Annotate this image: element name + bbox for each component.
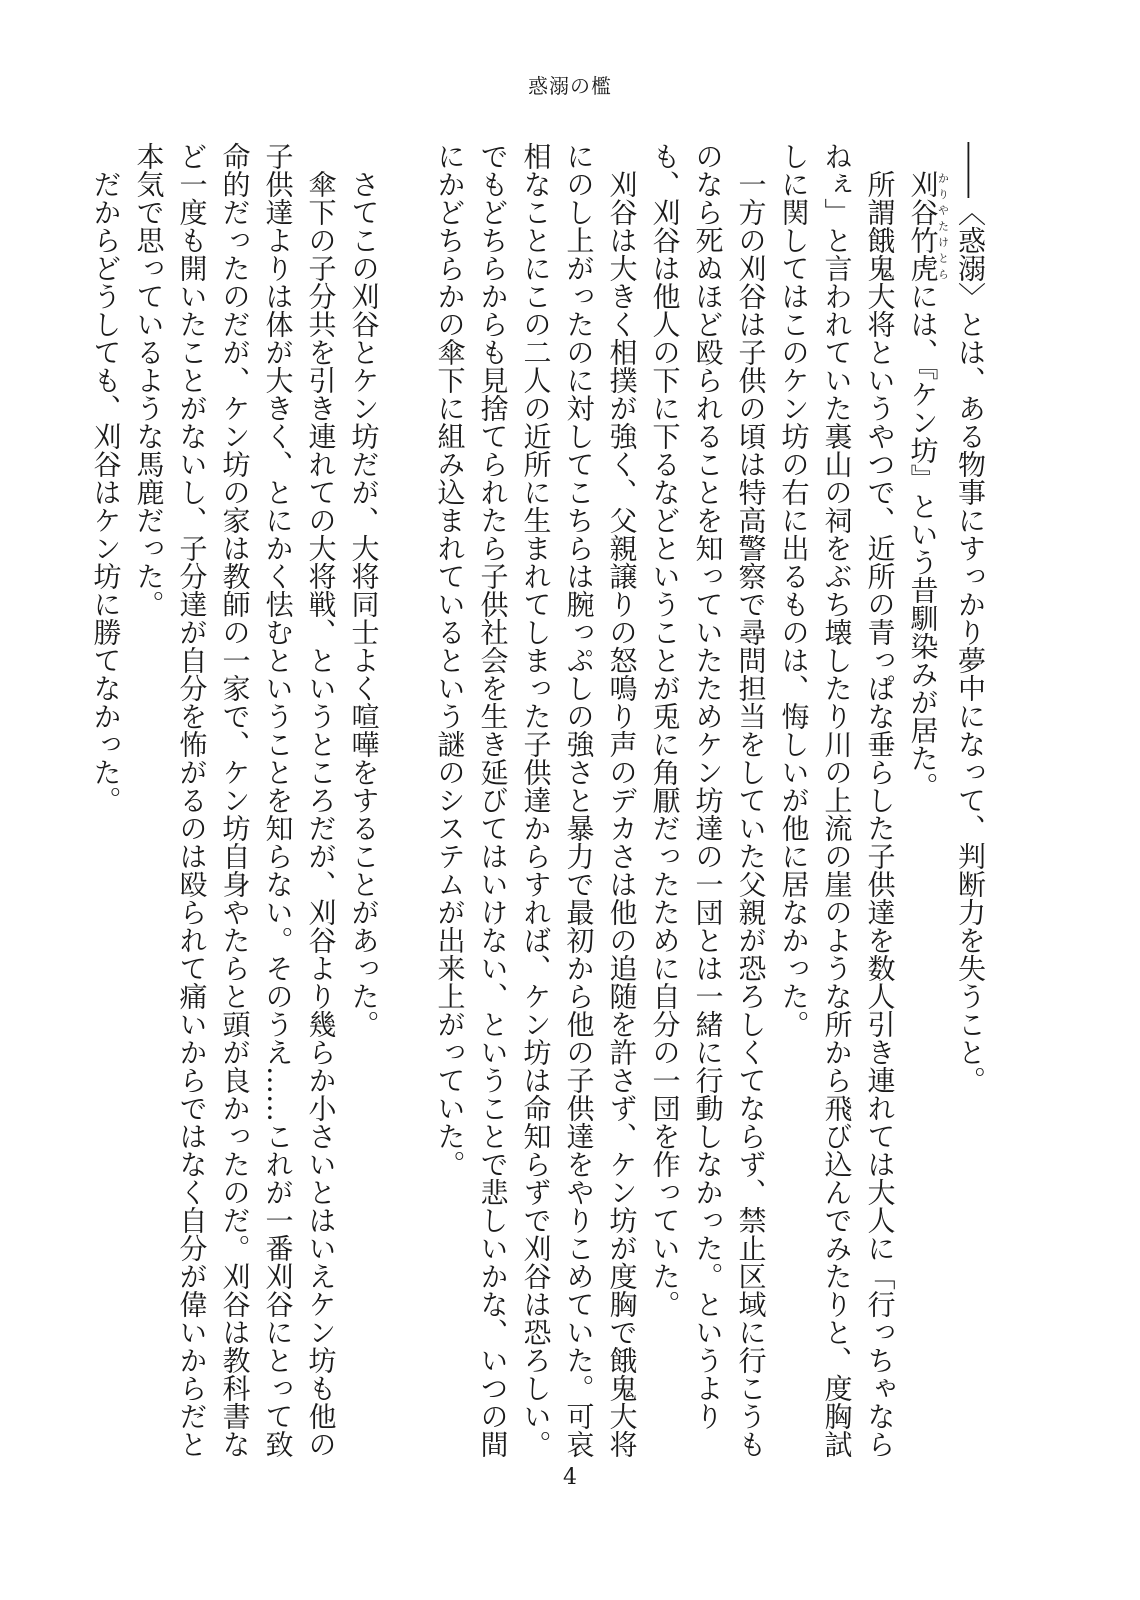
running-header xyxy=(0,70,1140,99)
opening-definition: ――〈惑溺〉とは、ある物事にすっかり夢中になって、判断力を失うこと。 xyxy=(954,142,987,1094)
paragraph-7: だからどうしても、刈谷はケン坊に勝てなかった。 xyxy=(89,170,123,814)
paragraph-1 xyxy=(902,142,950,1462)
paragraph-3: 一方の刈谷は子供の頃は特高警察で尋問担当をしていた父親が恐ろしくてならず、禁止区域に行こうものなら死ぬほど殴られることを知っていたためケン坊達の一団とは一緒に行動しなかった。というよりも、刈谷は他人の下に下るなどということが兎に角厭だったために自分の一団を作っていた。 xyxy=(648,142,768,1458)
book-title: 惑溺の檻 xyxy=(528,74,612,98)
paragraph-break xyxy=(386,142,429,1462)
vertical-text-body xyxy=(89,142,992,1462)
character-name-reading: かりやたけとら xyxy=(936,170,950,282)
character-name: 刈谷竹虎 xyxy=(906,170,940,282)
paragraph-5: さてこの刈谷とケン坊だが、大将同士よく喧嘩をすることがあった。 xyxy=(347,170,381,1038)
page-number: 4 xyxy=(563,1465,577,1490)
character-name-ruby xyxy=(906,170,950,282)
paragraph-2: 所謂餓鬼大将というやつで、近所の青っぱな垂らした子供達を数人引き連れては大人に「行っちゃならねぇ」と言われていた裏山の祠をぶち壊したり川の上流の崖のような所から飛び込んでみたりと、度胸試しに関してはこのケン坊の右に出るものは、悔しいが他に居なかった。 xyxy=(777,142,897,1458)
paragraph-1-text: には、『ケン坊』という昔馴染みが居た。 xyxy=(906,282,940,800)
paragraph-4: 刈谷は大きく相撲が強く、父親譲りの怒鳴り声のデカさは他の追随を許さず、ケン坊が度胸で餓鬼大将にのし上がったのに対してこちらは腕っぷしの強さと暴力で最初から他の子供達をやりこめていた。可哀相なことにこの二人の近所に生まれてしまった子供達からすれば、ケン坊は命知らずで刈谷は恐ろしい。でもどちらからも見捨てられたら子供社会を生き延びてはいけない、ということで悲しいかな、いつの間にかどちらかの傘下に組み込まれているという謎のシステムが出来上がっていた。 xyxy=(433,142,639,1458)
paragraph-6: 傘下の子分共を引き連れての大将戦、というところだが、刈谷より幾らか小さいとはいえケン坊も他の子供達よりは体が大きく、とにかく怯むということを知らない。そのうえ……これが一番刈谷にとって致命的だったのだが、ケン坊の家は教師の一家で、ケン坊自身やたらと頭が良かったのだ。刈谷は教科書など一度も開いたことがないし、子分達が自分を怖がるのは殴られて痛いからではなく自分が偉いからだと本気で思っているような馬鹿だった。 xyxy=(132,142,338,1458)
